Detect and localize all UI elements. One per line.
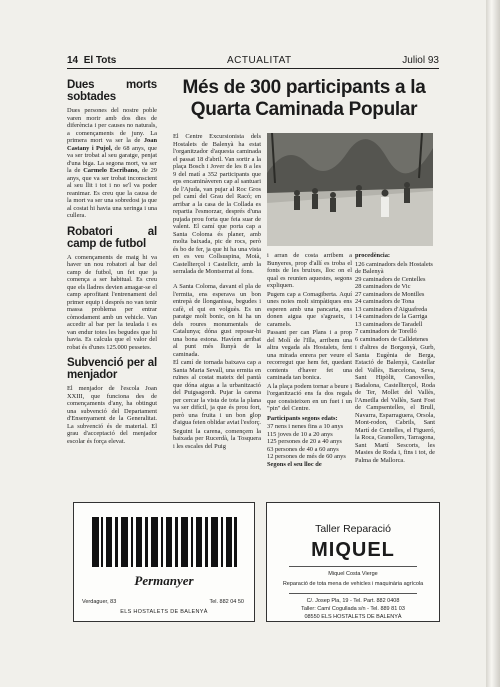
caminada-paragraph-8: A la plaça podem tornar a beure i l'organització ens fa dos regals que consisteixen en un fuet i un "pin" del Centre. bbox=[267, 382, 352, 412]
article-robbery: A començaments de maig hi va haver un nou robatori al bar del camp de futbol, un fet que ja comença a ser habitual. Es creu que els lladres devien amagar-se el camp aprofitant l'entrenament del primer equip i després no van tenir massa problema per entrar còmodament amb un vehicle. Van accedir al bar per la teulada i es van endur totes les begudes que hi havia. Es calcula que el valor del robat és d'unes 125.000 pessetes. bbox=[67, 253, 157, 351]
headline-robbery: Robatori al camp de futbol bbox=[67, 225, 157, 250]
caminada-paragraph-1: El Centre Excursionista dels Hostalets de Balenyà ha estat l'organitzador d'aquesta caminada el passat 18 d'abril. Van sortir a la plaça Bosch i Jover de les 8 a les 9 del matí a 352 participants que eps encaminàveren cap al santuari de l'Ajuda, van pujar al Roc Gros pel camí del Grau del Racó; en arribar a la casa de la Collada es repartia l'esmorzar, després d'una pujada prou forta que feia suar de valent. El camí que porta cap a Santa Coloma és planer, amb molta baixada, pic de rocs, però és bo de fer, ja que hi ha una vista en es veu Collsuspina, Moià, Castellterçol i Castellcir, amb la serralada de Montserrat al fons. bbox=[173, 133, 261, 275]
caminada-paragraph-2: A Santa Coloma, davant el pla de l'ermita, ens esperava un bon entrepà de llonganissa, begudes i cafè, el qui en volguès. Es un paratge molt bonic, on hi ha un dels roures monumentals de Catalunya; dóna gust reposar-hi una bona estona. Havíem arribat al punt més llunyà de la caminada. bbox=[173, 283, 261, 358]
magazine-name: El Tots bbox=[83, 55, 117, 66]
caminada-paragraph-5: i arran de costa arribem a Bunyeres, prop d'allí es troba el fonts de les bruixes, lloc on el qual es reunien aquestes, segons expliquen. bbox=[267, 252, 352, 289]
brand-name: Permanyer bbox=[134, 573, 194, 588]
left-column bbox=[67, 77, 157, 446]
ad-owner: Miquel Costa Vierge bbox=[328, 571, 378, 577]
headline-subsidy: Subvenció per al menjador bbox=[67, 357, 157, 381]
page-number-value: 14 bbox=[67, 55, 79, 66]
origin-lead: Segons el seu lloc de bbox=[267, 460, 322, 468]
origin-others: i d'altres de Borgonyà, Gurb, Santa Eugènia de Berga, Estació de Balenyà, Castellar del Vallès, Barcelona, Seva, Sant Hipòlit, Canovelles, Badalona, Castellterçol, Roda de Ter, Mollet del Vallès, l'Ametlla del Vallès, Sant Fost de Campsentelles, el Brull, Navarra, Esparraguera, Orsola, Mont-rodon, Cabrils, Sant Martí de Centelles, el Figueró, la Roca, Granollers, Tarragona, Sant Martí Sescorts, les Masies de Roda i, fins i tot, de Palma de Mallorca. bbox=[355, 344, 435, 464]
page-edge bbox=[486, 0, 500, 687]
ad-address-2: Taller: Camí Cogullada s/n - Tel. 889 81 03 bbox=[301, 606, 405, 612]
ad-miquel bbox=[266, 502, 440, 622]
origin-heading: procedència: bbox=[355, 252, 391, 259]
main-column-1b bbox=[173, 283, 261, 451]
ad-address-1: C/. Josep Pla, 19 - Tel. Part. 882 0408 bbox=[306, 598, 400, 604]
ad-services: Reparació de tota mena de vehicles i maquinària agrícola bbox=[282, 581, 424, 587]
permanyer-logo bbox=[92, 517, 237, 567]
section-title: ACTUALITAT bbox=[227, 55, 292, 66]
article-deaths: Dues persones del nostre poble varen morir amb dos dies de diferència i per causes no naturals, a començaments de juny. La primera mort va ser la de Joan Castany i Pujol, de 68 anys, que va ser trobat al seu garatge, penjat d'una biga. La segona mort, va ser la de Carmelo Escribano, de 29 anys, que va ser trobat inconscient al seu llit i tot i no se'l va poder reanimar. Es creu que la causa de la mort va ser una sobredosi ja que al costat hi havia una xeringa i una cullera. bbox=[67, 107, 157, 219]
main-column-3 bbox=[355, 252, 435, 465]
age-group: 37 nens i nenes fins a 10 anys bbox=[267, 423, 344, 430]
ad-town: 08550 ELS HOSTALETS DE BALENYÀ bbox=[304, 614, 402, 620]
ages-heading: Participants segons edats: bbox=[267, 414, 338, 422]
page-number bbox=[67, 55, 116, 66]
caminada-paragraph-6: Pugem cap a Comagiberta. Aquí unes noies molt simpàtiques ens esperen amb una pancarta, ens donen aigua que s'agraeix, i caramels. bbox=[267, 290, 352, 328]
origin-list: 126 caminadors dels Hostalets de Balenyà 29 caminadors de Centelles 28 caminadors de Vic 27 caminadors de Montlles 24 caminadors de Tona 13 caminadors d'Aiguafreda 14 caminadors de la Garriga 13 caminadors de Taradell 7 caminadors de Torelló 6 caminadors de Calldetenes bbox=[355, 260, 433, 343]
main-column-1 bbox=[173, 133, 261, 277]
age-group: 12 persones de més de 60 anys bbox=[267, 453, 346, 460]
ad-permanyer bbox=[73, 502, 255, 622]
caminada-paragraph-7: Passant per can Plans i a prop del Molí de l'Illa, arribem una altra vegada als Hostalets, fent una mirada enrera per veure el recorregut que hem fet, quedant contents d'haver fet una caminada tan bonica. bbox=[267, 329, 352, 381]
age-group: 115 joves de 10 a 20 anys bbox=[267, 430, 333, 438]
main-headline: Més de 300 participants a la Quarta Caminada Popular bbox=[182, 77, 426, 120]
main-column-2 bbox=[267, 252, 352, 469]
header-rule bbox=[67, 68, 439, 69]
ad-brand: MIQUEL bbox=[311, 539, 395, 561]
ad-subtitle: Taller Reparació bbox=[315, 523, 391, 535]
age-group: 63 persones de 40 a 60 anys bbox=[267, 445, 339, 453]
walkers-photo bbox=[267, 133, 433, 246]
ad-town: ELS HOSTALETS DE BALENYÀ bbox=[120, 609, 208, 615]
caminada-paragraph-4: Seguint la carena, començem la baixada per Rucerdà, la Tosquera i les escales del Puig bbox=[173, 427, 261, 450]
ad-address: Verdaguer, 83 bbox=[82, 599, 117, 605]
headline-deaths: Dues morts sobtades bbox=[67, 79, 157, 103]
article-subsidy: El menjador de l'escola Joan XXIII, que funciona des de començaments d'any, ha obtingut una subvenció del Departament d'Ensenyament de la Generalitat. La subvenció és de material. El grau d'acceptació del menjador escolar és força elevat. bbox=[67, 385, 157, 445]
caminada-paragraph-3: El camí de tornada baixava cap a Santa Maria Sevall, una ermita en ruïnes al costat mateix del pantà que dóna aigua a la urbanització del Puigsagordi. Pujar la carena per cercar la vista de tota la plana va ser difícil, ja que és prou fort, però una fruita i un bon glop d'aigua feien oblidar aviat l'esforç. bbox=[173, 359, 262, 426]
issue-date: Juliol 93 bbox=[402, 55, 439, 66]
ad-phone: Tel. 882 04 50 bbox=[209, 599, 244, 605]
age-group: 125 persones de 20 a 40 anys bbox=[267, 438, 342, 445]
ad-divider bbox=[289, 593, 417, 594]
ad-divider bbox=[289, 566, 417, 567]
